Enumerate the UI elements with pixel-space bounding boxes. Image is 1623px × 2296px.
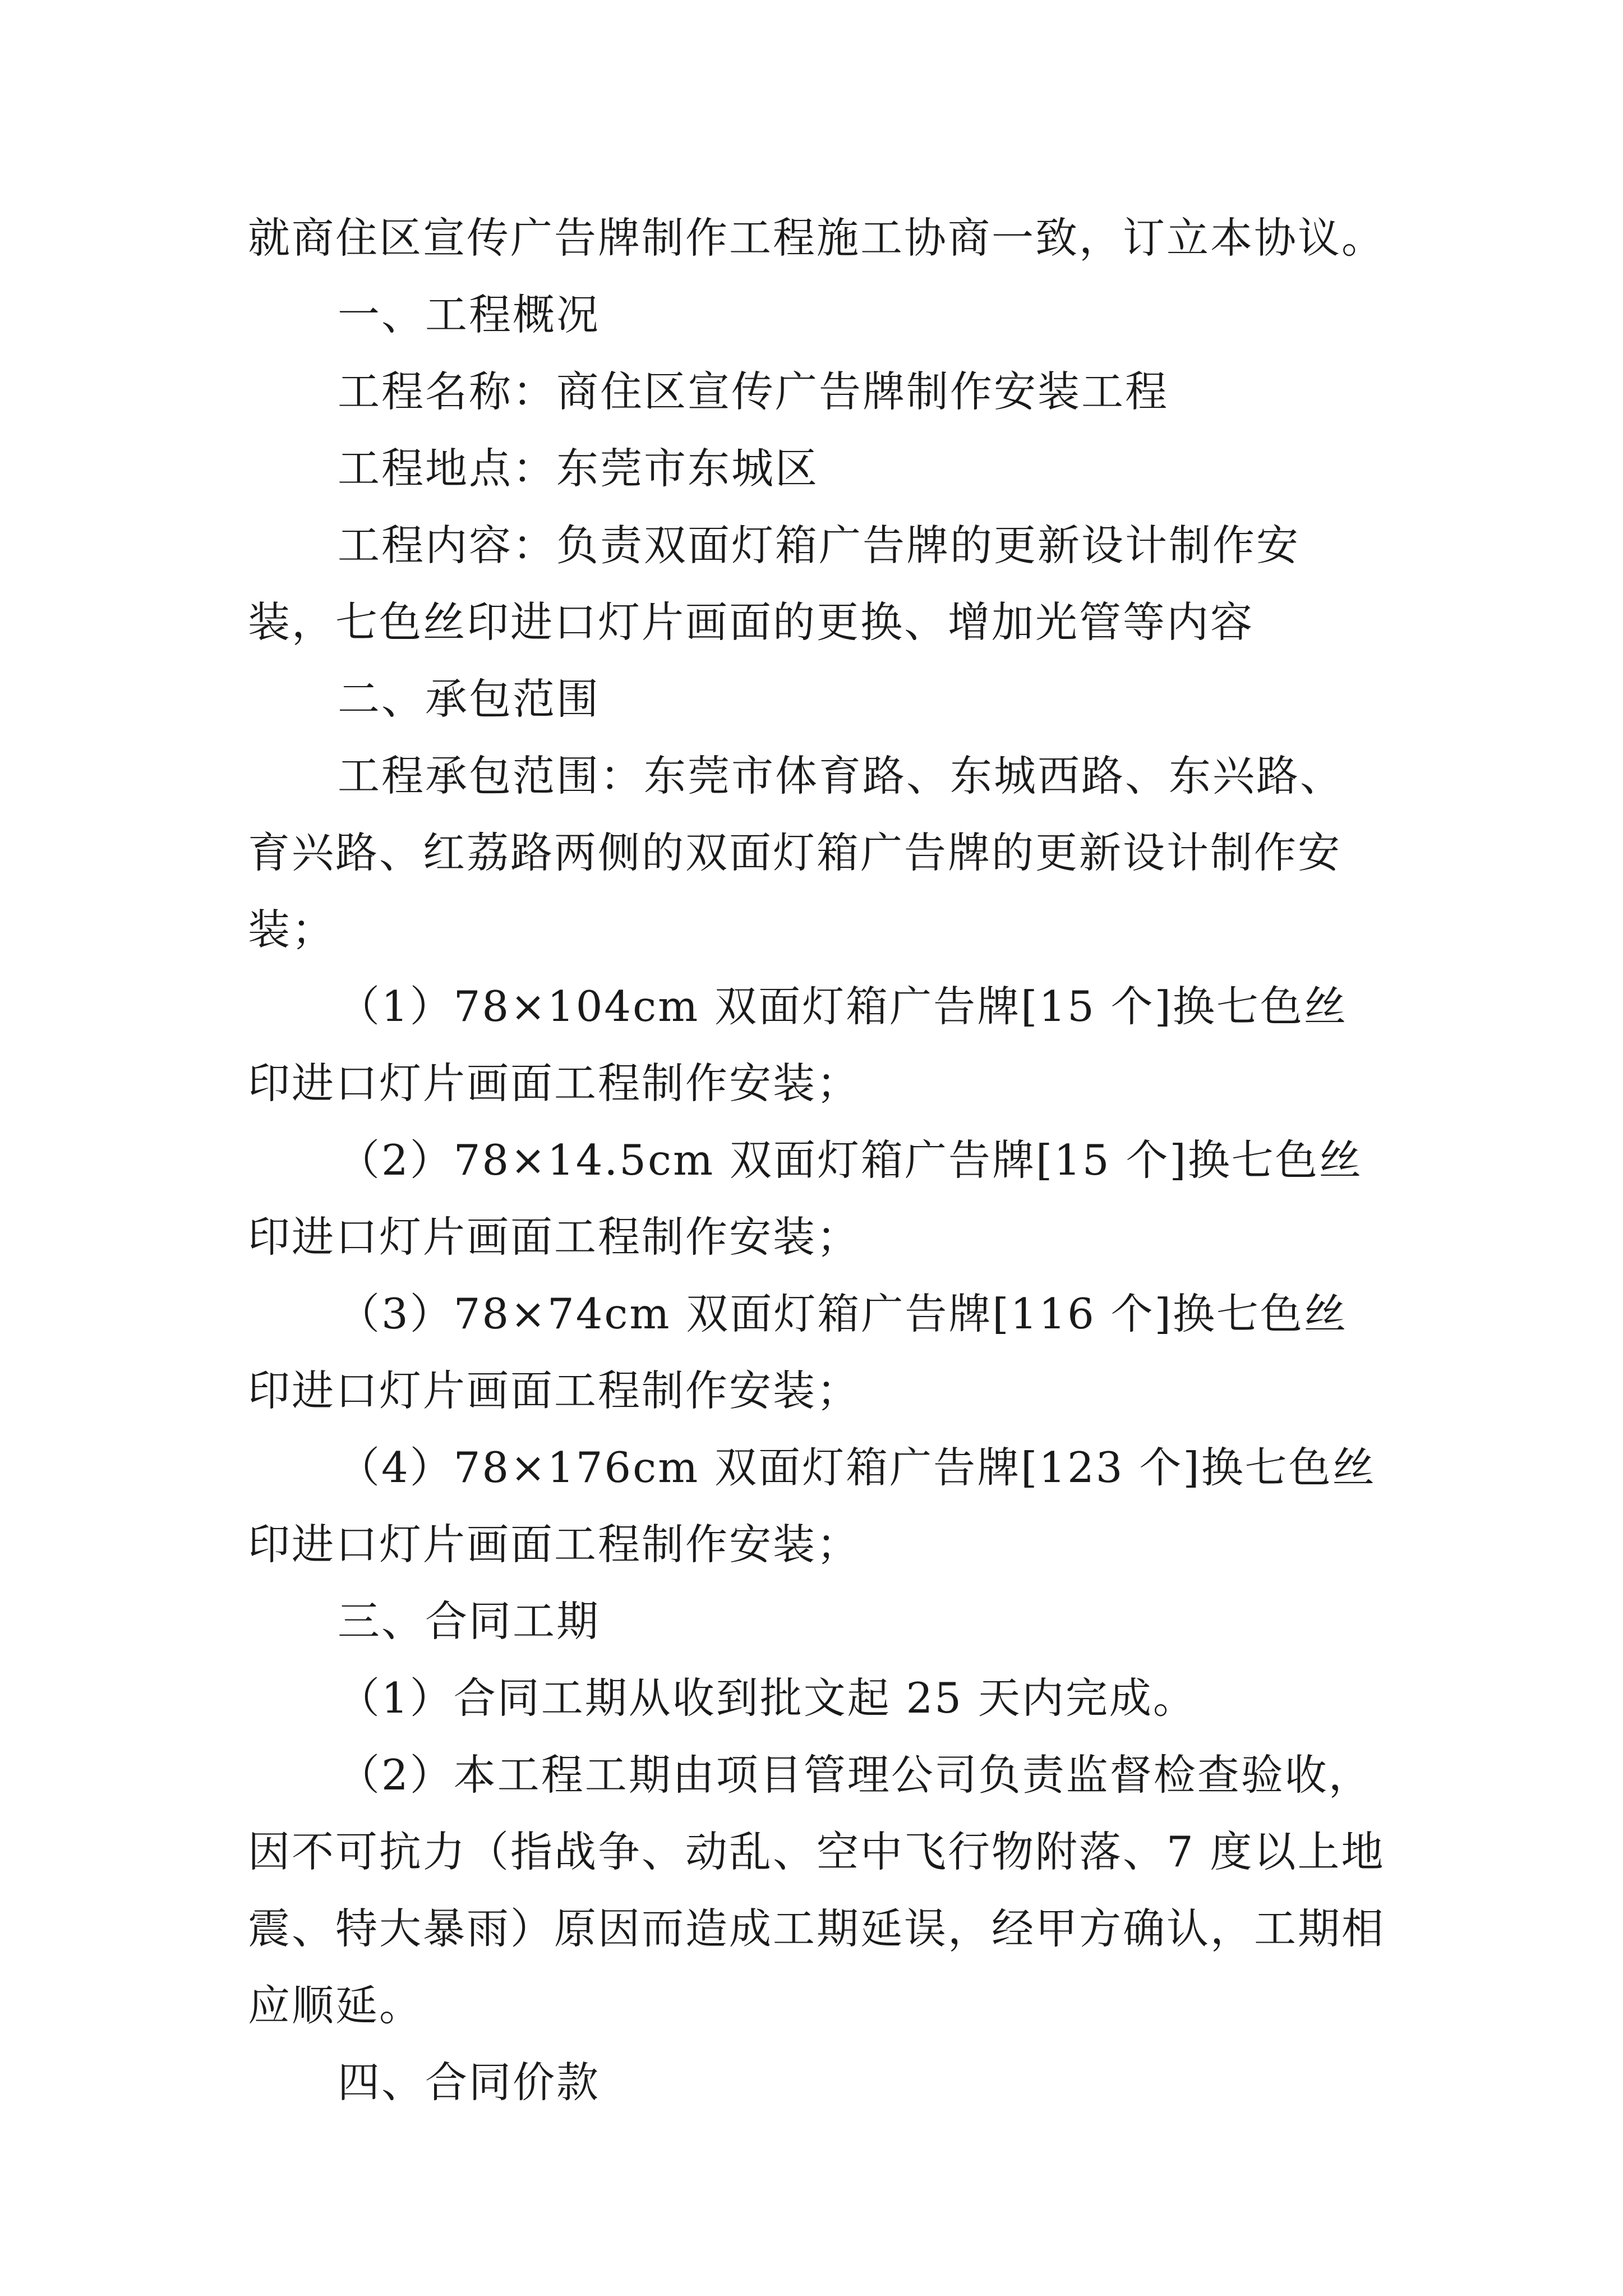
term-item-2: （2）本工程工期由项目管理公司负责监督检查验收，因不可抗力（指战争、动乱、空中飞行物附落、7 度以上地震、特大暴雨）原因而造成工期延误，经甲方确认，工期相应顺延。 (248, 1750, 1386, 2030)
scope-item-4: （4）78×176cm 双面灯箱广告牌[123 个]换七色丝印进口灯片画面工程制作安装； (248, 1443, 1376, 1569)
scope-item-1: （1）78×104cm 双面灯箱广告牌[15 个]换七色丝印进口灯片画面工程制作安装； (248, 982, 1348, 1108)
project-name-line: 工程名称：商住区宣传广告牌制作安装工程 (338, 367, 1169, 416)
scope-paragraph: 工程承包范围：东莞市体育路、东城西路、东兴路、育兴路、红荔路两侧的双面灯箱广告牌的更新设计制作安装； (248, 751, 1344, 954)
document-body (248, 200, 1386, 2121)
project-location-line: 工程地点：东莞市东城区 (338, 444, 819, 493)
intro-paragraph: 就商住区宣传广告牌制作工程施工协商一致，订立本协议。 (248, 213, 1386, 263)
section-heading-term: 三、合同工期 (338, 1596, 601, 1646)
section-heading-scope: 二、承包范围 (338, 674, 601, 724)
term-item-1: （1）合同工期从收到批文起 25 天内完成。 (338, 1673, 1197, 1723)
section-heading-price: 四、合同价款 (338, 2058, 601, 2107)
section-heading-overview: 一、工程概况 (338, 290, 601, 339)
scope-item-2: （2）78×14.5cm 双面灯箱广告牌[15 个]换七色丝印进口灯片画面工程制作安装； (248, 1135, 1363, 1262)
scope-item-3: （3）78×74cm 双面灯箱广告牌[116 个]换七色丝印进口灯片画面工程制作安装； (248, 1289, 1348, 1415)
project-content-paragraph: 工程内容：负责双面灯箱广告牌的更新设计制作安装，七色丝印进口灯片画面的更换、增加光管等内容 (248, 521, 1301, 647)
